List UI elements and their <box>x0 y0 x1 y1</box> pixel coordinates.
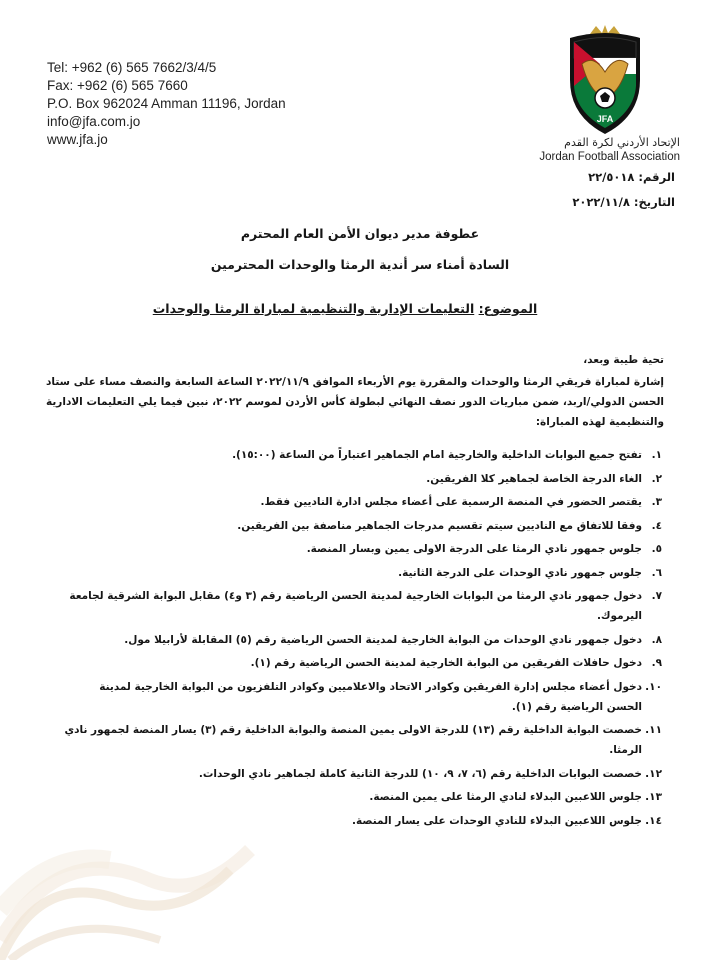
list-item-text: دخول جمهور نادي الرمثا من البوابات الخارجية لمدينة الحسن الرياضية رقم (٣ و٤) مقابل البوابة الشرقية لجامعة اليرموك. <box>69 590 642 622</box>
list-item-number: ١٣. <box>645 791 662 803</box>
subject-line <box>150 301 540 316</box>
list-item-number: ٧. <box>651 590 662 602</box>
list-item-number: ١٢. <box>645 767 662 780</box>
contact-email[interactable]: info@jfa.com.jo <box>47 114 141 129</box>
list-item-text: الغاء الدرجة الخاصة لجماهير كلا الفريقين. <box>426 472 642 485</box>
list-item-text: جلوس اللاعبين البدلاء للنادي الوحدات على يسار المنصة. <box>352 814 642 827</box>
list-item-text: جلوس جمهور نادي الوحدات على الدرجة الثانية. <box>398 566 642 579</box>
decorative-swirl-icon <box>0 750 260 960</box>
contact-block <box>47 59 286 149</box>
list-item-number: ١٠. <box>645 680 662 693</box>
list-item <box>62 653 662 673</box>
contact-tel: Tel: +962 (6) 565 7662/3/4/5 <box>47 60 217 75</box>
list-item-text: خصصت البوابة الداخلية رقم (١٣) للدرجة الاولى يمين المنصة والبوابة الداخلية رقم (٣) يسار المنصة لجمهور نادي الرمثا. <box>64 724 642 756</box>
list-item-text: جلوس اللاعبين البدلاء لنادي الرمثا على يمين المنصة. <box>369 791 642 803</box>
addressee-line-2: السادة أمناء سر أندية الرمثا والوحدات المحترمين <box>210 257 510 272</box>
list-item-number: ٢. <box>651 472 662 485</box>
subject-label: الموضوع: <box>478 301 538 316</box>
list-item-text: وفقا للاتفاق مع الناديين سيتم تقسيم مدرجات الجماهير مناصفة بين الفريقين. <box>237 519 642 532</box>
subject-text: التعليمات الإدارية والتنظيمية لمباراة الرمثا والوحدات <box>152 301 475 316</box>
list-item-text: تفتح جميع البوابات الداخلية والخارجية امام الجماهير اعتباراً من الساعة (١٥:٠٠). <box>232 449 642 461</box>
list-item-number: ٤. <box>651 519 662 532</box>
jfa-crest-icon <box>556 24 654 139</box>
list-item <box>62 563 662 583</box>
list-item <box>62 539 662 559</box>
intro-paragraph: إشارة لمباراة فريقي الرمثا والوحدات والمقررة يوم الأربعاء الموافق ٢٠٢٢/١١/٩ الساعة السابعة والنصف مساء على ستاد الحسن الدولي/اربد، ضمن مباريات الدور نصف النهائي لبطولة كأس الأردن لموسم ٢٠٢٢، نبين فيما يلي التعليمات الادارية والتنظيمية لهذه المباراة: <box>46 376 664 428</box>
association-name-en: Jordan Football Association <box>539 151 680 163</box>
list-item-number: ١١. <box>645 724 662 736</box>
list-item-number: ٩. <box>651 657 662 669</box>
list-item-text: دخول حافلات الفريقين من البوابة الخارجية لمدينة الحسن الرياضية رقم (١). <box>250 657 642 669</box>
contact-website[interactable]: www.jfa.jo <box>47 132 108 147</box>
jfa-logo <box>556 24 654 139</box>
list-item <box>62 516 662 536</box>
list-item-text: جلوس جمهور نادي الرمثا على الدرجة الاولى يمين وبسار المنصة. <box>306 543 642 555</box>
list-item <box>62 677 662 717</box>
list-item <box>62 586 662 626</box>
list-item-number: ١٤. <box>645 814 662 827</box>
logo-text: JFA <box>596 114 614 124</box>
list-item <box>62 492 662 512</box>
list-item-text: خصصت البوابات الداخلية رقم (٦، ٧، ٩، ١٠) للدرجة الثانية كاملة لجماهير نادي الوحدات. <box>198 767 642 780</box>
list-item-text: دخول جمهور نادي الوحدات من البوابة الخارجية لمدينة الحسن الرياضية رقم (٥) المقابلة لأرابيلا مول. <box>124 633 642 646</box>
reference-date: التاريخ: ٢٠٢٢/١١/٨ <box>572 195 675 209</box>
list-item <box>62 445 662 465</box>
list-item-number: ٥. <box>651 543 662 555</box>
association-name-ar: الإتحاد الأردني لكرة القدم <box>564 136 680 149</box>
association-name <box>539 136 680 164</box>
list-item-number: ٨. <box>651 633 662 646</box>
list-item <box>62 469 662 489</box>
list-item-number: ٣. <box>651 496 662 508</box>
contact-fax: Fax: +962 (6) 565 7660 <box>47 78 188 93</box>
contact-pobox: P.O. Box 962024 Amman 11196, Jordan <box>47 96 286 111</box>
addressee-line-1: عطوفة مدير ديوان الأمن العام المحترم <box>240 226 480 241</box>
greeting: تحية طيبة وبعد، <box>583 354 664 366</box>
list-item-text: دخول أعضاء مجلس إدارة الفريقين وكوادر الاتحاد والاعلاميين وكوادر التلفزيون من البوابة الخارجية لمدينة الحسن الرياضية رقم (١). <box>99 680 642 713</box>
list-item-text: يقتصر الحضور في المنصة الرسمية على أعضاء مجلس ادارة الناديين فقط. <box>260 496 642 508</box>
list-item-number: ١. <box>651 449 662 461</box>
reference-number: الرقم: ٢٢/٥٠١٨ <box>588 170 675 184</box>
list-item <box>62 630 662 650</box>
list-item-number: ٦. <box>651 566 662 579</box>
